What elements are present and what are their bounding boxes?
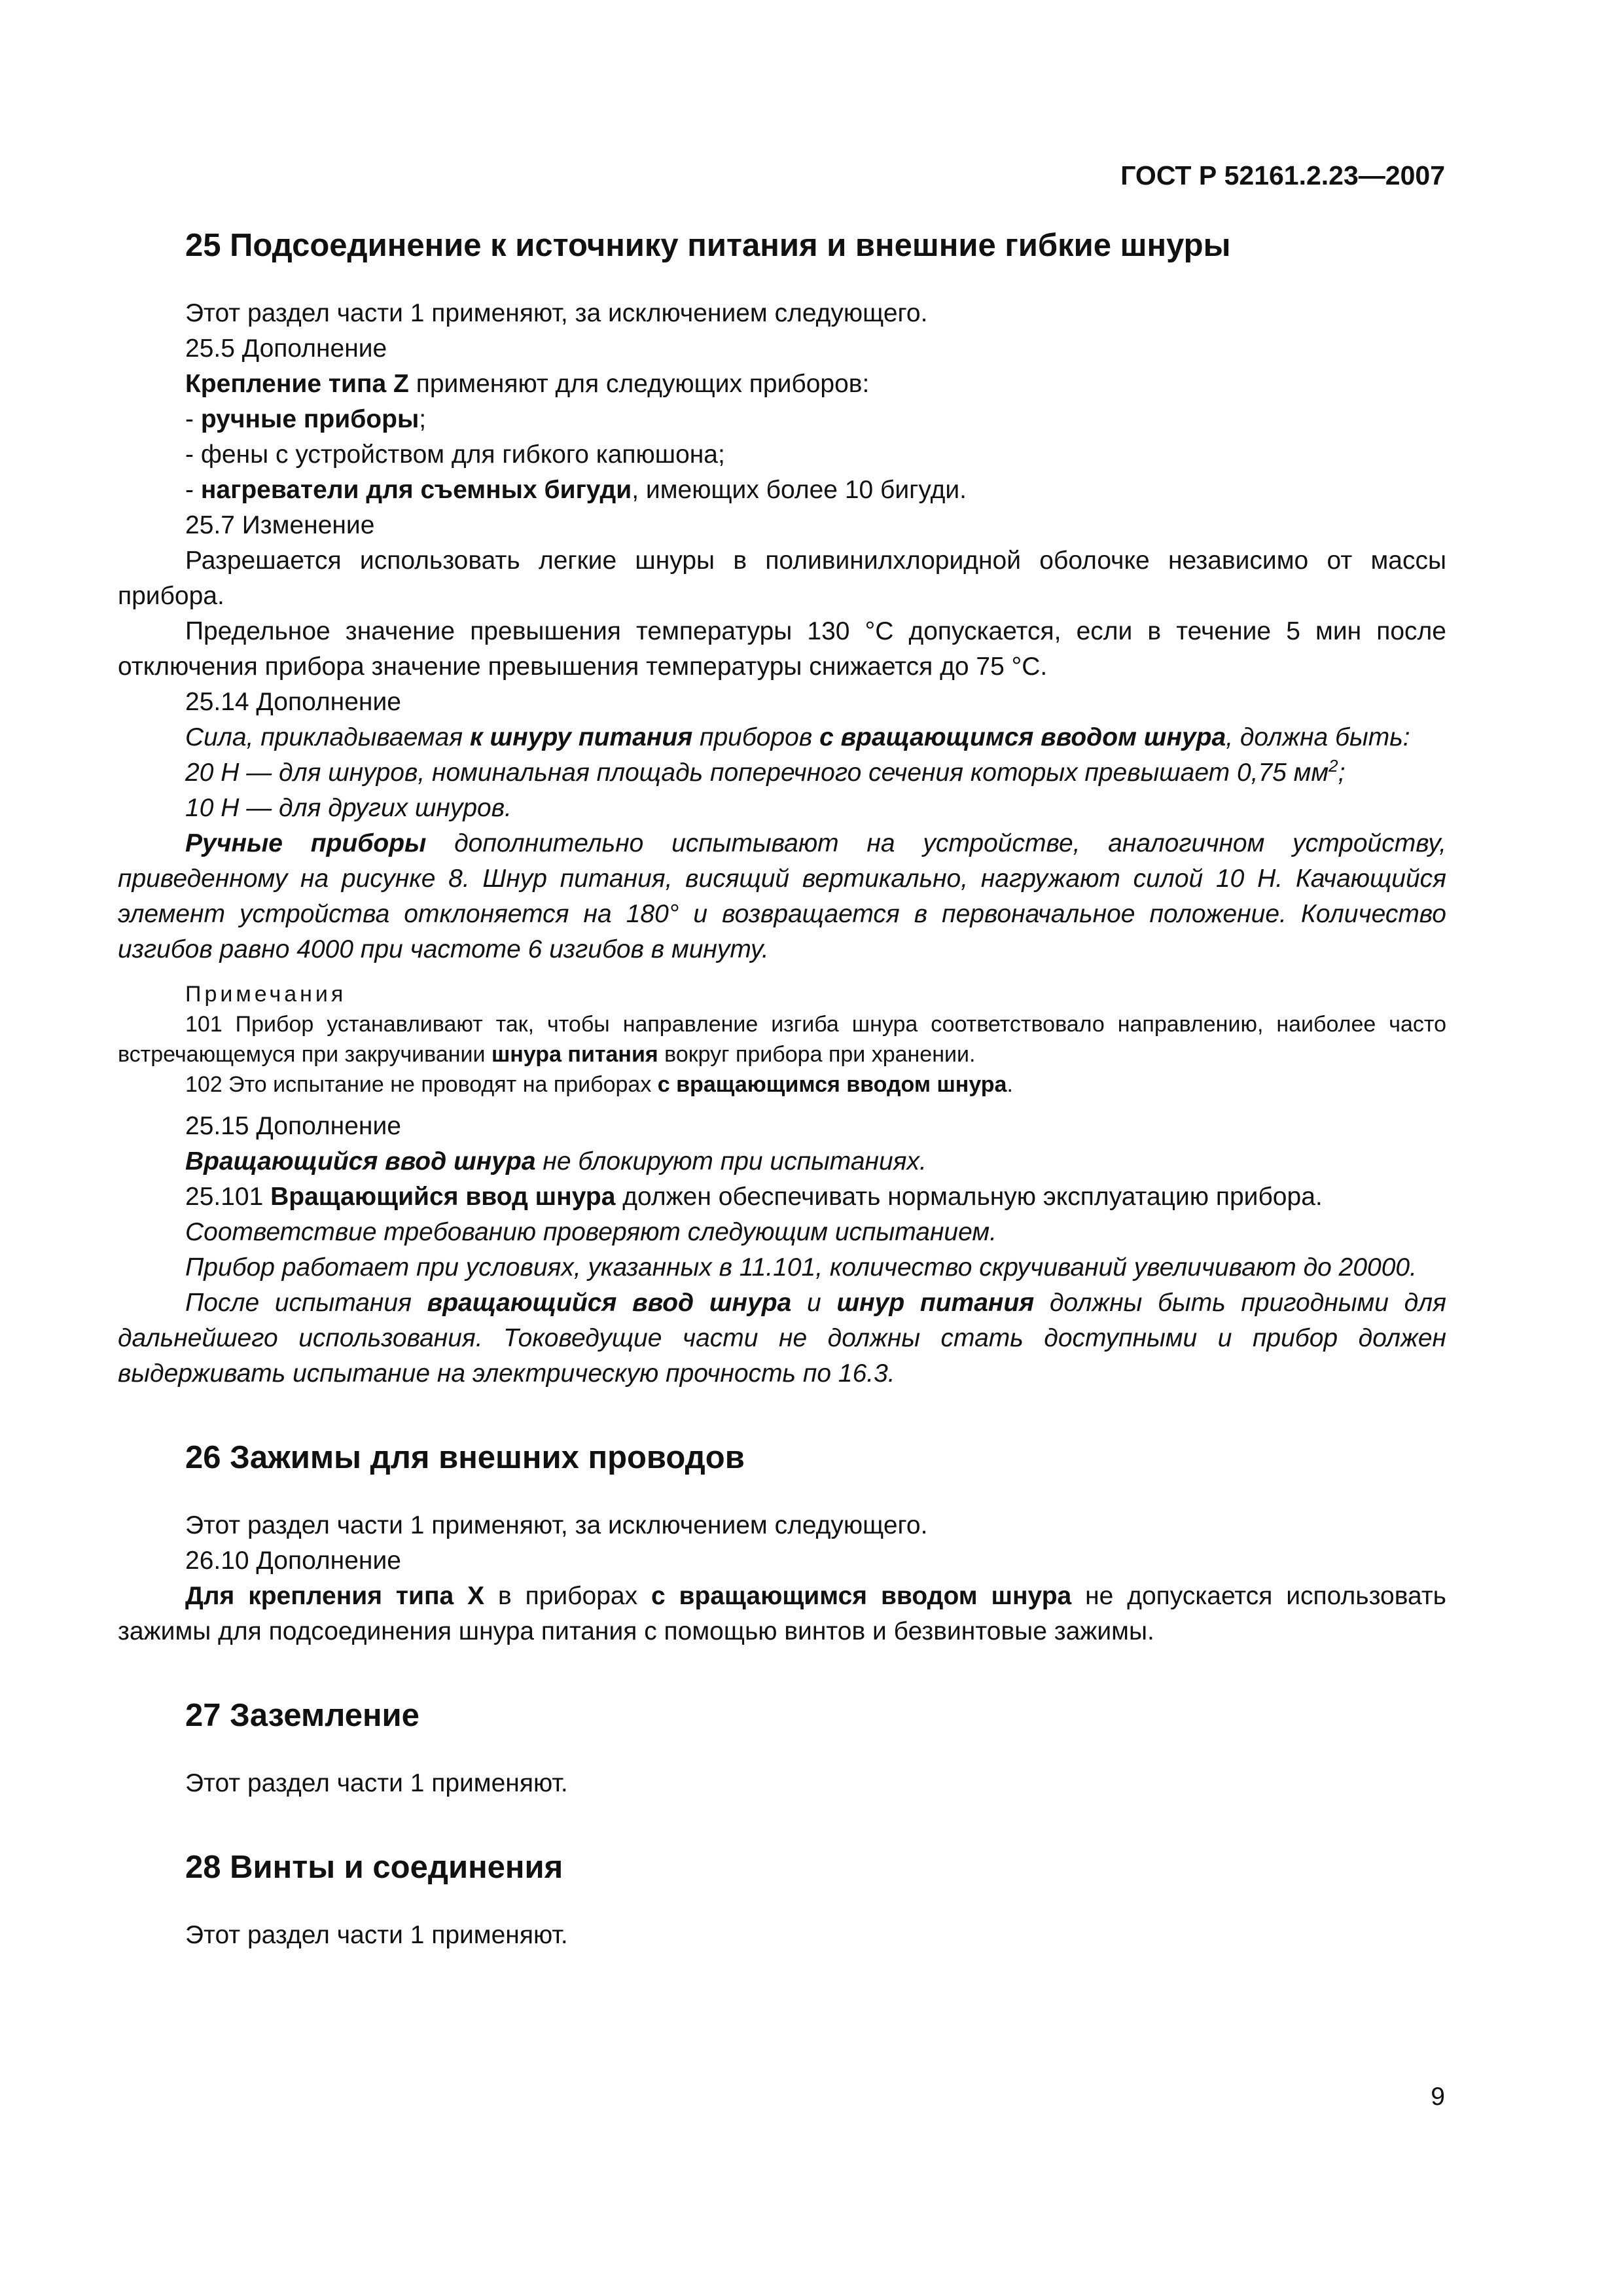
clause-25-15: 25.15 Дополнение xyxy=(185,1112,401,1140)
s27-text: Этот раздел части 1 применяют. xyxy=(185,1769,568,1797)
notes-title: Примечания xyxy=(185,982,347,1007)
s25-intro: Этот раздел части 1 применяют, за исключением следующего. xyxy=(185,299,928,327)
page-content xyxy=(118,223,1446,1953)
clause-25-15-text: Вращающийся ввод шнура не блокируют при испытаниях. xyxy=(185,1147,927,1175)
clause-25-5: 25.5 Дополнение xyxy=(185,334,387,363)
list-item-hair-dryers: - фены с устройством для гибкого капюшона; xyxy=(185,440,725,469)
clause-25-7: 25.7 Изменение xyxy=(185,511,375,539)
list-item-hand-held: - ручные приборы; xyxy=(185,405,427,433)
force-20n: 20 Н — для шнуров, номинальная площадь поперечного сечения которых превышает 0,75 $мм^2$; xyxy=(185,756,1346,787)
clause-25-101: 25.101 Вращающийся ввод шнура должен обеспечивать нормальную эксплуатацию прибора. xyxy=(185,1183,1323,1211)
section-27-heading: 27 Заземление xyxy=(185,1698,419,1733)
note-101: 101 Прибор устанавливают так, чтобы направление изгиба шнура соответствовало направлению, наиболее часто встречающемуся при закручивании шнура питания вокруг прибора при хранении. xyxy=(118,1012,1446,1067)
clause-25-7-para-b: Предельное значение превышения температуры 130 °С допускается, если в течение 5 мин после отключения прибора значение превышения температуры снижается до 75 °С. xyxy=(118,617,1446,681)
section-25-heading: 25 Подсоединение к источнику питания и внешние гибкие шнуры xyxy=(185,228,1231,263)
clause-26-10: 26.10 Дополнение xyxy=(185,1547,401,1575)
s28-text: Этот раздел части 1 применяют. xyxy=(185,1921,568,1949)
section-28-heading: 28 Винты и соединения xyxy=(185,1850,563,1885)
clause-26-10-text: Для крепления типа X в приборах с вращающимся вводом шнура не допускается использовать зажимы для подсоединения шнура питания с помощью винтов и безвинтовые зажимы. xyxy=(118,1582,1447,1645)
operating-conditions: Прибор работает при условиях, указанных в 11.101, количество скручиваний увеличивают до 20000. xyxy=(185,1253,1417,1282)
force-10n: 10 Н — для других шнуров. xyxy=(185,794,512,822)
clause-25-5-text: Крепление типа Z применяют для следующих приборов: xyxy=(185,370,870,398)
list-item-curler-heaters: - нагреватели для съемных бигуди, имеющих более 10 бигуди. xyxy=(185,476,967,504)
note-102: 102 Это испытание не проводят на приборах с вращающимся вводом шнура. xyxy=(185,1072,1013,1097)
section-26-heading: 26 Зажимы для внешних проводов xyxy=(185,1440,745,1475)
clause-25-14-force: Сила, прикладываемая к шнуру питания приборов с вращающимся вводом шнура, должна быть: xyxy=(185,723,1410,751)
after-test: После испытания вращающийся ввод шнура и шнур питания должны быть пригодными для дальнейшего использования. Токоведущие части не должны стать доступными и прибор должен выдерживать испытание на электрическую прочность по 16.3. xyxy=(118,1289,1446,1388)
compliance-check: Соответствие требованию проверяют следующим испытанием. xyxy=(185,1218,997,1246)
hand-held-test: Ручные приборы дополнительно испытывают на устройстве, аналогичном устройству, приведенному на рисунке 8. Шнур питания, висящий вертикально, нагружают силой 10 Н. Качающийся элемент устройства отклоняется на 180° и возвращается в первоначальное положение. Количество изгибов равно 4000 при частоте 6 изгибов в минуту. xyxy=(118,829,1446,963)
document-id-header: ГОСТ Р 52161.2.23—2007 xyxy=(1120,160,1445,190)
term-z-attachment: Крепление типа Z xyxy=(185,370,409,398)
clause-25-7-para-a: Разрешается использовать легкие шнуры в поливинилхлоридной оболочке независимо от массы прибора. xyxy=(118,547,1446,610)
notes-block xyxy=(118,979,1446,1100)
page-number: 9 xyxy=(1431,2083,1445,2111)
s26-intro: Этот раздел части 1 применяют, за исключением следующего. xyxy=(185,1511,928,1539)
clause-25-14: 25.14 Дополнение xyxy=(185,688,401,716)
